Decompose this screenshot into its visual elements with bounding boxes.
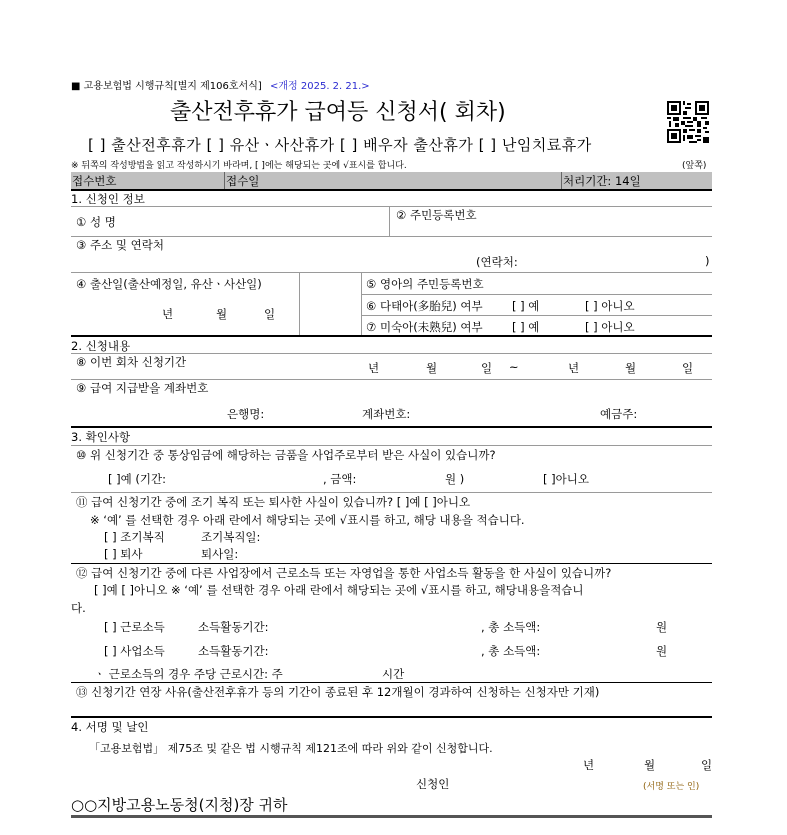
premature-label: ⑦ 미숙아(未熟兒) 여부 <box>366 320 483 334</box>
applicant-label: 신청인 <box>416 777 450 791</box>
hours-unit: 시간 <box>382 667 405 681</box>
rrn-label[interactable]: ② 주민등록번호 <box>396 208 477 222</box>
resign-option[interactable]: [ ] 퇴사 <box>104 547 143 561</box>
account-label: ⑨ 급여 지급받을 계좌번호 <box>76 381 209 395</box>
period-start-day[interactable]: 일 <box>481 361 493 375</box>
earned-total-income[interactable]: , 총 소득액: <box>481 620 541 634</box>
q13-question: ⑬ 신청기간 연장 사유(출산전후휴가 등의 기간이 종료된 후 12개월이 경과하여 신청하는 신청자만 기재) <box>76 685 600 699</box>
premature-no[interactable]: [ ] 아니오 <box>585 320 635 334</box>
birth-month: 월 <box>216 307 228 321</box>
section4-title: 4. 서명 및 날인 <box>71 720 149 734</box>
weekly-hours-label[interactable]: ㆍ 근로소득의 경우 주당 근로시간: 주 <box>94 667 283 681</box>
account-holder-label[interactable]: 예금주: <box>600 407 638 421</box>
multiple-birth-no[interactable]: [ ] 아니오 <box>585 299 635 313</box>
earned-income-option[interactable]: [ ] 근로소득 <box>104 620 165 634</box>
account-number-label[interactable]: 계좌번호: <box>362 407 411 421</box>
q11-question[interactable]: ⑪ 급여 신청기간 중에 조기 복직 또는 퇴사한 사실이 있습니까? [ ]예 [ ]아니오 <box>76 495 471 509</box>
resign-date[interactable]: 퇴사일: <box>201 547 239 561</box>
section2-title: 2. 신청내용 <box>71 339 131 353</box>
sign-year[interactable]: 년 <box>583 758 595 772</box>
earned-won: 원 <box>656 620 668 634</box>
bank-name-label[interactable]: 은행명: <box>227 407 265 421</box>
period-label: ⑧ 이번 회차 신청기간 <box>76 355 187 369</box>
q10-won: 원 ) <box>445 472 465 486</box>
signature-field[interactable]: (서명 또는 인) <box>643 782 700 792</box>
q12-question: ⑫ 급여 신청기간 중에 다른 사업장에서 근로소득 또는 자영업을 통한 사업소득 활동을 한 사실이 있습니까? <box>76 566 612 580</box>
instruction-note: ※ 뒤쪽의 작성방법을 읽고 작성하시기 바라며, [ ]에는 해당되는 곳에 √표시를 합니다. <box>71 161 407 171</box>
q10-yes[interactable]: [ ]예 (기간: <box>108 472 166 486</box>
birth-date-label[interactable]: ④ 출산일(출산예정일, 유산ㆍ사산일) <box>76 277 262 291</box>
q10-amount[interactable]: , 금액: <box>323 472 357 486</box>
processing-period: 처리기간: 14일 <box>563 174 641 188</box>
leave-type-options[interactable]: [ ] 출산전후휴가 [ ] 유산ㆍ사산휴가 [ ] 배우자 출산휴가 [ ] 난임치료휴가 <box>88 136 592 154</box>
section1-title: 1. 신청인 정보 <box>71 192 145 206</box>
premature-yes[interactable]: [ ] 예 <box>512 320 540 334</box>
birth-year: 년 <box>162 307 174 321</box>
sign-month[interactable]: 월 <box>644 758 656 772</box>
business-activity-period[interactable]: 소득활동기간: <box>198 644 269 658</box>
period-end-day[interactable]: 일 <box>682 361 694 375</box>
bottom-border <box>71 815 712 818</box>
q10-question: ⑩ 위 신청기간 중 통상임금에 해당하는 금품을 사업주로부터 받은 사실이 있습니까? <box>76 448 496 462</box>
revision-text: <개정 2025. 2. 21.> <box>270 81 370 92</box>
period-start-year[interactable]: 년 <box>368 361 380 375</box>
infant-rrn-label[interactable]: ⑤ 영아의 주민등록번호 <box>366 277 484 291</box>
multiple-birth-yes[interactable]: [ ] 예 <box>512 299 540 313</box>
business-income-option[interactable]: [ ] 사업소득 <box>104 644 165 658</box>
revision-date <box>270 77 370 92</box>
early-return-option[interactable]: [ ] 조기복직 <box>104 530 165 544</box>
receipt-number-label: 접수번호 <box>72 174 117 188</box>
name-label[interactable]: ① 성 명 <box>76 215 116 229</box>
addressee: ○○지방고용노동청(지청)장 귀하 <box>71 796 288 814</box>
business-total-income[interactable]: , 총 소득액: <box>481 644 541 658</box>
qr-code-icon <box>667 101 709 143</box>
period-end-year[interactable]: 년 <box>568 361 580 375</box>
receipt-date-label: 접수일 <box>226 174 260 188</box>
early-return-date[interactable]: 조기복직일: <box>201 530 261 544</box>
business-won: 원 <box>656 644 668 658</box>
contact-open[interactable]: (연락처: <box>476 255 518 269</box>
page-side: (앞쪽) <box>682 161 707 171</box>
period-end-month[interactable]: 월 <box>625 361 637 375</box>
q12-options-wrap: 다. <box>71 601 86 615</box>
sign-day[interactable]: 일 <box>701 758 713 772</box>
page-title: 출산전후휴가 급여등 신청서( 회차) <box>170 100 506 125</box>
q11-note: ※ ‘예’ 를 선택한 경우 아래 란에서 해당되는 곳에 √표시를 하고, 해당 내용을 적습니다. <box>90 513 525 527</box>
section3-title: 3. 확인사항 <box>71 430 131 444</box>
address-label[interactable]: ③ 주소 및 연락처 <box>76 238 164 252</box>
multiple-birth-label: ⑥ 다태아(多胎兒) 여부 <box>366 299 483 313</box>
legal-statement: 「고용보험법」 제75조 및 같은 법 시행규칙 제121조에 따라 위와 같이 신청합니다. <box>89 742 493 755</box>
contact-close: ) <box>705 254 710 268</box>
period-tilde: ~ <box>509 360 519 374</box>
q10-no[interactable]: [ ]아니오 <box>543 472 589 486</box>
birth-day: 일 <box>264 307 276 321</box>
q12-options[interactable]: [ ]예 [ ]아니오 ※ ‘예’ 를 선택한 경우 아래 란에서 해당되는 곳에 √표시를 하고, 해당내용을적습니 <box>94 583 584 597</box>
earned-activity-period[interactable]: 소득활동기간: <box>198 620 269 634</box>
period-start-month[interactable]: 월 <box>426 361 438 375</box>
regulation-ref: ■ 고용보험법 시행규칙[별지 제106호서식] <box>71 81 262 92</box>
